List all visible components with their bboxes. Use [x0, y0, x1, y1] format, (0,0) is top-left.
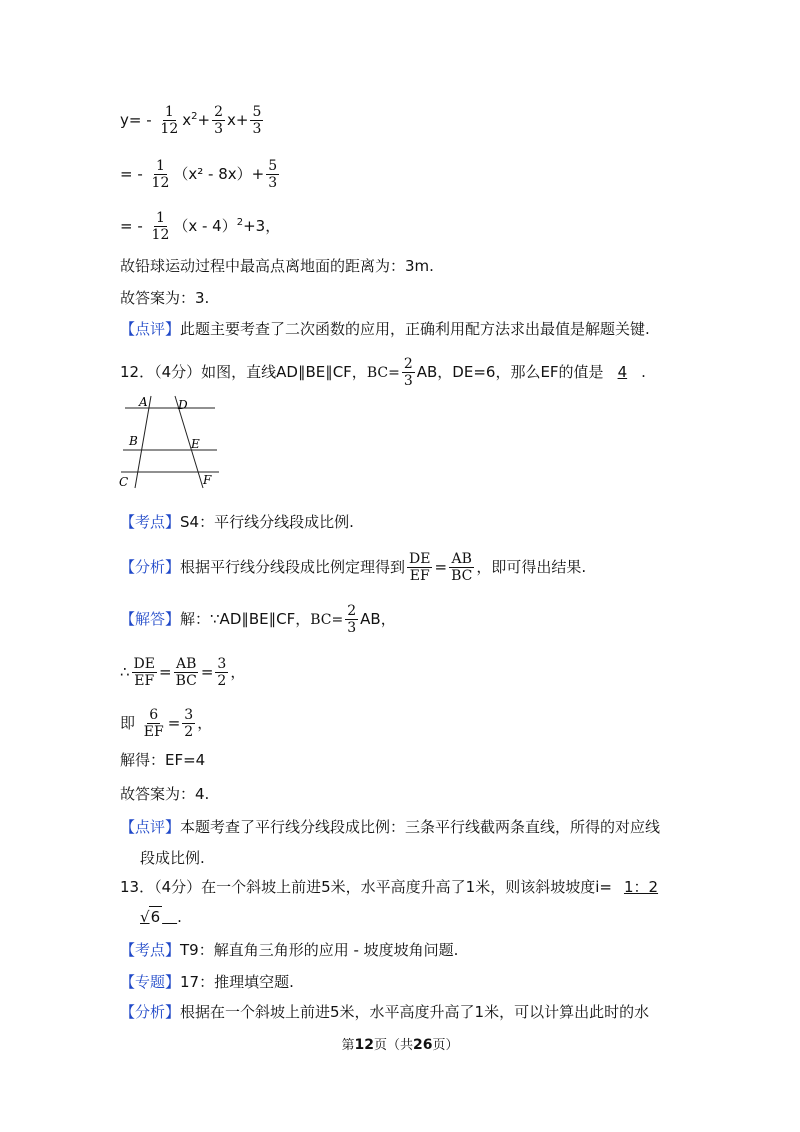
label-b: B — [129, 434, 138, 448]
fraction: $\frac{1}{12}$ — [151, 158, 170, 191]
solve-line: 解得：EF=4 — [120, 751, 206, 769]
section-tag: 【专题】 — [120, 973, 181, 991]
formula-line-1: y= - $\frac{1}{12}$ $x^2+$ $\frac{2}{3}$ x+ $\frac{5}{3}$ — [120, 104, 262, 137]
comment-11: 【点评】此题主要考查了二次函数的应用，正确利用配方法求出最值是解题关键. — [120, 320, 650, 338]
conclusion-line: 故铅球运动过程中最高点离地面的距离为：3m. — [120, 257, 434, 275]
formula-line-3: = - $\frac{1}{12}$ （x - 4）$^2$+3， — [120, 210, 281, 243]
fraction: $\frac{5}{3}$ — [268, 158, 278, 191]
fraction: $\frac{AB}{BC}$ — [451, 551, 473, 584]
question-13: 13．（4分）在一个斜坡上前进5米，水平高度升高了1米，则该斜坡坡度i= 1：2 — [120, 878, 659, 896]
answer-line-12: 故答案为：4. — [120, 785, 210, 803]
fraction: $\frac{2}{3}$ — [347, 603, 357, 636]
kaodian-13: 【考点】T9：解直角三角形的应用 - 坡度坡角问题. — [120, 941, 459, 959]
comment-12: 【点评】本题考查了平行线分线段成比例：三条平行线截两条直线，所得的对应线 — [120, 818, 661, 836]
fraction: $\frac{2}{3}$ — [403, 356, 413, 389]
formula-line-2: = - $\frac{1}{12}$ （x² - 8x）+ $\frac{5}{3}$ — [120, 158, 278, 191]
label-f: F — [203, 473, 212, 487]
section-tag: 【点评】 — [120, 320, 181, 338]
kaodian-12: 【考点】S4：平行线分线段成比例. — [120, 513, 354, 531]
fraction: $\frac{1}{12}$ — [160, 104, 179, 137]
fenxi-12: 【分析】根据平行线分线段成比例定理得到 $\frac{DE}{EF}$ = $\frac{AB}{BC}$ ，即可得出结果. — [120, 551, 587, 584]
parallel-lines-figure — [115, 392, 225, 492]
section-tag: 【考点】 — [120, 513, 181, 531]
question-13-cont: √6 . — [140, 908, 182, 926]
fraction: $\frac{DE}{EF}$ — [133, 656, 155, 689]
fraction: $\frac{3}{2}$ — [184, 707, 194, 740]
fraction: $\frac{5}{3}$ — [252, 104, 262, 137]
section-tag: 【解答】 — [120, 610, 181, 628]
fraction: $\frac{3}{2}$ — [217, 656, 227, 689]
section-tag: 【点评】 — [120, 818, 181, 836]
section-tag: 【考点】 — [120, 941, 181, 959]
fraction: $\frac{DE}{EF}$ — [409, 551, 431, 584]
label-c: C — [119, 475, 129, 489]
comment-12-cont: 段成比例. — [140, 849, 205, 867]
fraction: $\frac{2}{3}$ — [214, 104, 223, 137]
therefore-line: ∴ $\frac{DE}{EF}$ = $\frac{AB}{BC}$ = $\frac{3}{2}$ ， — [120, 656, 246, 689]
fraction: $\frac{1}{12}$ — [151, 210, 170, 243]
fraction: $\frac{6}{EF}$ — [143, 707, 164, 740]
label-a: A — [139, 395, 148, 409]
sqrt-sign: √ — [140, 908, 150, 926]
section-tag: 【分析】 — [120, 1003, 181, 1021]
zhuanti-13: 【专题】17：推理填空题. — [120, 973, 294, 991]
page-footer: 第12页（共26页） — [341, 1037, 459, 1053]
question-12: 12．（4分）如图，直线AD∥BE∥CF，BC= $\frac{2}{3}$ AB，DE=6，那么EF的值是 4 . — [120, 356, 646, 389]
answer-blank-cont: √6 — [140, 908, 161, 926]
fenxi-13: 【分析】根据在一个斜坡上前进5米，水平高度升高了1米，可以计算出此时的水 — [120, 1003, 650, 1021]
answer-blank: 4 — [617, 363, 628, 381]
jieda-12: 【解答】解：∵AD∥BE∥CF，BC= $\frac{2}{3}$ AB， — [120, 603, 396, 636]
answer-blank: 1：2 — [623, 878, 659, 896]
label-d: D — [178, 398, 188, 412]
section-tag: 【分析】 — [120, 558, 181, 576]
fraction: $\frac{AB}{BC}$ — [175, 656, 197, 689]
ji-line: 即 $\frac{6}{EF}$ = $\frac{3}{2}$ ， — [120, 707, 213, 740]
label-e: E — [191, 437, 200, 451]
answer-line-11: 故答案为：3. — [120, 289, 210, 307]
